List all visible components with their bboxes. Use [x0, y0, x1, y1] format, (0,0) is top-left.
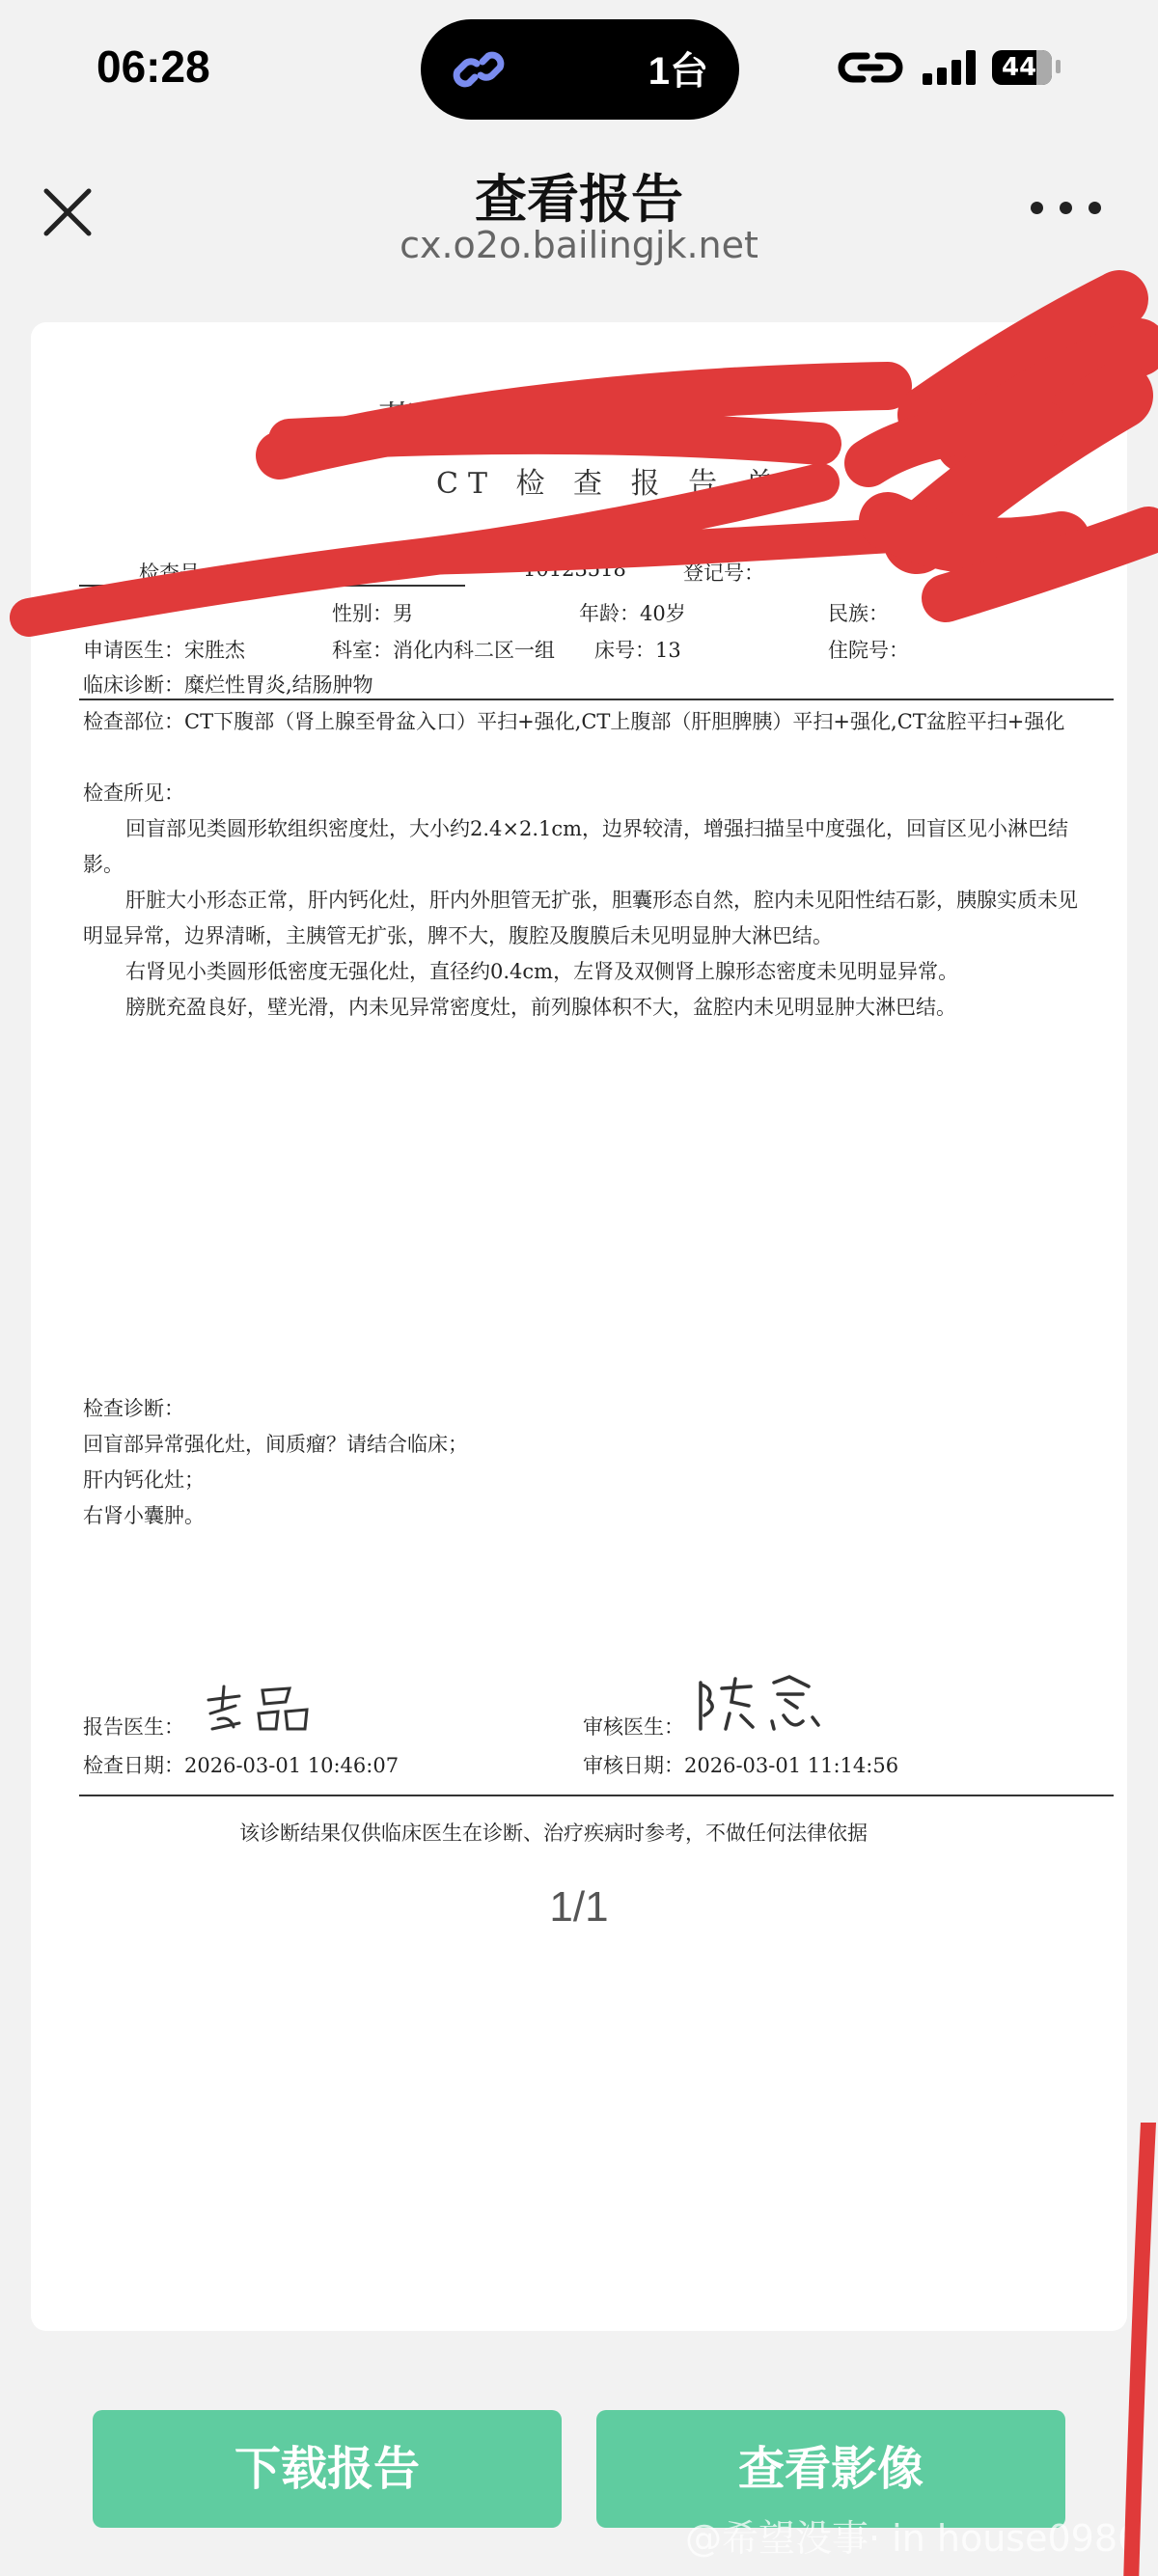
hotspot-link-icon	[834, 42, 907, 93]
page-title: 查看报告	[475, 169, 683, 230]
inpatient-number: 住院号：	[828, 639, 909, 662]
finding-paragraph: 回盲部见类圆形软组织密度灶，大小约2.4×2.1cm，边界较清，增强扫描呈中度强化，回盲区见小淋巴结影。	[83, 817, 1069, 876]
finding-paragraph: 右肾见小类圆形低密度无强化灶，直径约0.4cm，左肾及双侧肾上腺形态密度未见明显异常。	[125, 960, 959, 983]
age: 年龄：40岁	[579, 602, 686, 625]
watermark: @希望没事· in house0986	[685, 2517, 1142, 2560]
status-time: 06:28	[96, 41, 210, 92]
exam-date: 检查日期：2026-03-01 10:46:07	[83, 1754, 400, 1777]
id-fragment: 10123518	[523, 558, 626, 581]
footer-rule	[79, 1795, 1114, 1796]
section-rule	[79, 699, 1114, 700]
registration-label: 登记号：	[683, 562, 764, 585]
finding-paragraph: 肝脏大小形态正常，肝内钙化灶，肝内外胆管无扩张，胆囊形态自然，腔内未见阳性结石影，胰腺实质未见明显异常，边界清晰，主胰管无扩张，脾不大，腹腔及腹膜后未见明显肿大淋巴结。	[83, 889, 1078, 947]
battery-icon	[992, 50, 1052, 85]
report-title: CT 检 查 报 告 单	[436, 467, 785, 501]
hospital-name: 莆淫	[378, 398, 460, 441]
report-doctor-label: 报告医生：	[83, 1715, 184, 1739]
review-doctor-signature	[693, 1673, 828, 1737]
battery-tip	[1056, 60, 1061, 73]
department: 科室：消化内科二区一组	[332, 639, 555, 662]
view-images-button[interactable]: 查看影像	[596, 2410, 1065, 2528]
page-indicator: 1/1	[549, 1883, 609, 1931]
island-label: 1台	[648, 50, 708, 93]
review-date: 审核日期：2026-03-01 11:14:56	[583, 1754, 899, 1777]
exam-site: 检查部位：CT下腹部（肾上腺至骨盆入口）平扫+强化,CT上腹部（肝胆脾胰）平扫+强化,CT盆腔平扫+强化	[83, 710, 1065, 733]
download-report-button[interactable]: 下载报告	[93, 2410, 562, 2528]
diagnosis-item: 肝内钙化灶；	[83, 1468, 205, 1492]
diagnosis-item: 右肾小囊肿。	[83, 1504, 205, 1527]
battery-level: 44	[1002, 53, 1037, 82]
disclaimer: 该诊断结果仅供临床医生在诊断、治疗疾病时参考，不做任何法律依据	[239, 1822, 868, 1845]
redaction-edge-mark	[1110, 2123, 1158, 2576]
redaction-scribble	[0, 251, 1158, 695]
diagnosis-label: 检查诊断：	[83, 1397, 184, 1420]
report-doctor-signature	[201, 1681, 336, 1739]
status-bar	[0, 0, 1158, 145]
findings-label: 检查所见：	[83, 781, 184, 805]
finding-paragraph: 膀胱充盈良好，壁光滑，内未见异常密度灶，前列腺体积不大，盆腔内未见明显肿大淋巴结。	[125, 996, 956, 1019]
dynamic-island[interactable]	[421, 19, 739, 120]
exam-number: 检查号：CT000	[139, 562, 289, 585]
cellular-signal-icon	[923, 50, 980, 85]
link-icon	[450, 41, 508, 98]
requesting-doctor: 申请医生：宋胜杰	[83, 639, 245, 662]
gender: 性别：男	[332, 602, 413, 625]
page-url: cx.o2o.bailingjk.net	[400, 224, 758, 266]
clinical-diagnosis: 临床诊断：糜烂性胃炎,结肠肿物	[83, 673, 373, 697]
more-options-icon[interactable]	[1031, 193, 1102, 222]
ethnicity: 民族：	[828, 602, 889, 625]
review-doctor-label: 审核医生：	[583, 1715, 684, 1739]
diagnosis-item: 回盲部异常强化灶，间质瘤？请结合临床；	[83, 1433, 468, 1456]
bed-number: 床号：13	[594, 639, 681, 662]
